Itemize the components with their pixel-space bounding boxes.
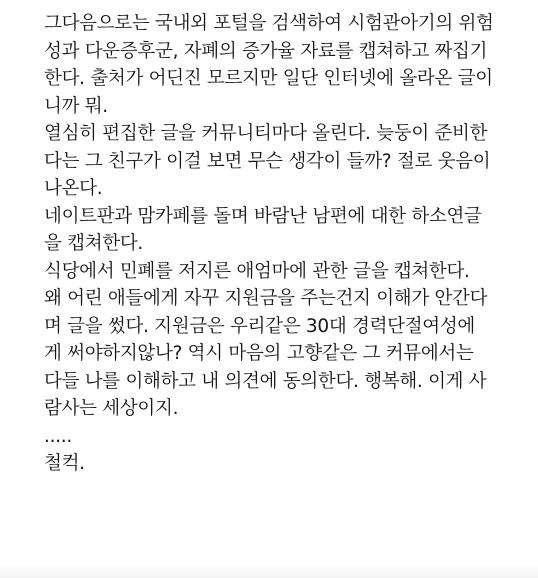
text-line: 식당에서 민폐를 저지른 애엄마에 관한 글을 캡쳐한다. bbox=[44, 260, 470, 282]
text-line: ..... bbox=[44, 425, 72, 447]
article-body bbox=[44, 10, 524, 478]
text-line: 네이트판과 맘카페를 돌며 바람난 남편에 대한 하소연글 bbox=[44, 205, 482, 227]
text-line: 한다. 출처가 어딘진 모르지만 일단 인터넷에 올라온 글이 bbox=[44, 68, 493, 89]
text-line: 다는 그 친구가 이걸 보면 무슨 생각이 들까? 절로 웃음이 bbox=[44, 150, 491, 172]
text-line: 왜 어린 애들에게 자꾸 지원금을 주는건지 이해가 안간다 bbox=[44, 288, 488, 309]
text-line: 그다음으로는 국내외 포털을 검색하여 시험관아기의 위험 bbox=[44, 13, 494, 34]
text-line: 을 캡쳐한다. bbox=[44, 233, 144, 254]
text-line: 다들 나를 이해하고 내 의견에 동의한다. 행복해. 이게 사 bbox=[44, 370, 487, 392]
text-line: 나온다. bbox=[44, 178, 103, 199]
text-line: 게 써야하지않나? 역시 마음의 고향같은 그 커뮤에서는 bbox=[44, 343, 474, 364]
text-line: 성과 다운증후군, 자폐의 증가율 자료를 캡쳐하고 짜집기 bbox=[44, 40, 488, 62]
text-line: 열심히 편집한 글을 커뮤니티마다 올린다. 늦둥이 준비한 bbox=[44, 123, 488, 144]
text-line: 철컥. bbox=[44, 453, 85, 474]
text-line: 람사는 세상이지. bbox=[44, 398, 179, 419]
bottom-fade bbox=[0, 564, 538, 578]
text-line: 며 글을 썼다. 지원금은 우리같은 30대 경력단절여성에 bbox=[44, 315, 475, 337]
text-line: 니까 뭐. bbox=[44, 95, 108, 117]
